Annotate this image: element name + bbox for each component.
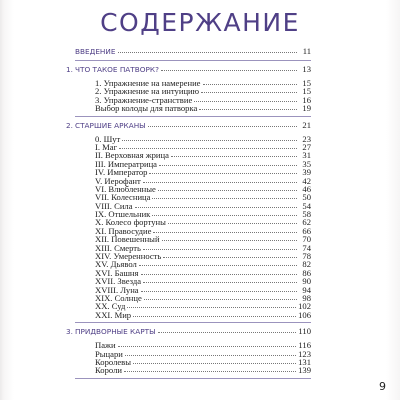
toc-entry-label: IX. Отшельник	[95, 209, 151, 220]
dot-leader	[119, 143, 297, 149]
toc-entry-page: 70	[302, 234, 311, 245]
toc-entry-label: II. Верховная жрица	[95, 150, 169, 161]
toc-entry-page: 46	[302, 183, 311, 194]
dot-leader	[124, 366, 296, 372]
toc-entry-label: V. Иерофант	[95, 175, 141, 186]
toc-entry-label: XVIII. Луна	[95, 284, 139, 295]
dot-leader	[163, 252, 297, 258]
toc-sections	[66, 64, 311, 379]
toc-section-page: 13	[302, 64, 311, 74]
section-divider	[75, 378, 311, 379]
toc-entry-label: VII. Колесница	[95, 192, 151, 203]
dot-leader	[143, 244, 297, 250]
dot-leader	[158, 185, 297, 191]
toc-entry-page: 42	[302, 175, 311, 186]
toc-section-heading	[66, 119, 311, 131]
dot-leader	[148, 121, 297, 127]
toc-entry-page: 106	[298, 309, 311, 320]
toc-section-number: 3.	[66, 327, 73, 337]
dot-leader	[122, 135, 297, 141]
toc-entry-label: VIII. Сила	[95, 200, 133, 211]
toc-entry-page: 50	[302, 192, 311, 203]
toc-entry-page: 131	[298, 356, 311, 367]
toc-entry-page: 102	[298, 301, 311, 312]
dot-leader	[135, 202, 297, 208]
toc-entry-page: 123	[298, 348, 311, 359]
dot-leader	[125, 350, 296, 356]
dot-leader	[141, 286, 297, 292]
toc-entry-page: 66	[302, 225, 311, 236]
toc-section-label: СТАРШИЕ АРКАНЫ	[75, 120, 146, 130]
dot-leader	[118, 47, 298, 53]
toc-intro	[75, 46, 311, 57]
toc-entry-label: XIV. Умеренность	[95, 251, 162, 262]
toc-entry-page: 62	[302, 217, 311, 228]
toc-entry-label: Короли	[95, 365, 122, 376]
toc-entry-page: 116	[298, 340, 311, 351]
toc-section-heading	[66, 64, 311, 75]
dot-leader	[143, 277, 297, 283]
dot-leader	[153, 227, 297, 233]
dot-leader	[171, 151, 297, 157]
dot-leader	[158, 327, 297, 333]
toc-entry-label: 3. Упражнение-странствие	[95, 94, 193, 105]
toc-entry-label: Пажи	[95, 340, 116, 351]
toc-section-label: ПРИДВОРНЫЕ КАРТЫ	[75, 327, 156, 337]
table-of-contents	[66, 46, 311, 382]
toc-entry-label: III. Императрица	[95, 158, 157, 169]
toc-entry-label: 1. Упражнение на намерение	[95, 78, 201, 88]
toc-entry-page: 31	[302, 150, 311, 161]
toc-entry-page: 15	[302, 78, 311, 88]
toc-entry-page: 139	[298, 365, 311, 376]
toc-entry-page: 35	[302, 158, 311, 169]
toc-entry-page: 86	[302, 267, 311, 278]
page-number: 9	[379, 380, 386, 393]
toc-entry-label: X. Колесо фортуны	[95, 217, 166, 228]
toc-entry-label: XVI. Башня	[95, 267, 139, 278]
toc-entry-label: XIII. Смерть	[95, 242, 141, 253]
toc-entry-page: 58	[302, 209, 311, 220]
section-divider	[75, 116, 311, 117]
toc-entry-page: 78	[302, 251, 311, 262]
toc-entry-label: XIX. Солнце	[95, 292, 142, 303]
toc-entry-label: VI. Влюбленные	[95, 183, 156, 194]
dot-leader	[199, 104, 297, 110]
toc-section-heading	[66, 326, 311, 337]
dot-leader	[162, 235, 297, 241]
toc-entry-label: Рыцари	[95, 348, 123, 359]
toc-entry-label: XV. Дьявол	[95, 259, 137, 270]
toc-section-number: 1.	[66, 65, 73, 74]
toc-entry-page: 90	[302, 276, 311, 287]
toc-entry-label: IV. Император	[95, 167, 148, 178]
dot-leader	[161, 65, 297, 71]
dot-leader	[143, 177, 297, 183]
toc-entry-label: I. Маг	[95, 141, 118, 152]
toc-entry-page: 27	[302, 141, 311, 152]
toc-entry-label: 0. Шут	[95, 133, 121, 144]
dot-leader	[152, 210, 297, 216]
toc-entry-label: 2. Упражнение на интуицию	[95, 86, 200, 97]
dot-leader	[133, 358, 296, 364]
toc-entry-page: 19	[302, 103, 311, 114]
toc-entry-page: 54	[302, 200, 311, 211]
toc-entry-label: XII. Повешенный	[95, 234, 160, 245]
toc-entry-page: 82	[302, 259, 311, 270]
dot-leader	[144, 294, 297, 300]
toc-entry-label: XX. Суд	[95, 301, 126, 312]
toc-entry-page: 39	[302, 167, 311, 178]
toc-entry	[75, 366, 311, 374]
toc-entry-label: XI. Правосудие	[95, 225, 152, 236]
section-divider	[75, 322, 311, 323]
toc-entry	[75, 104, 311, 112]
toc-entry-page: 23	[302, 133, 311, 144]
dot-leader	[149, 168, 297, 174]
dot-leader	[139, 260, 297, 266]
dot-leader	[203, 79, 298, 85]
toc-entry-label: Выбор колоды для патворка	[95, 103, 198, 114]
dot-leader	[141, 269, 298, 275]
toc-section-label: ЧТО ТАКОЕ ПАТВОРК?	[75, 65, 159, 74]
page-title: СОДЕРЖАНИЕ	[100, 8, 300, 37]
toc-entry-page: 98	[302, 292, 311, 303]
toc-section-page: 21	[302, 119, 311, 130]
dot-leader	[201, 87, 297, 93]
dot-leader	[159, 160, 297, 166]
toc-entry-page: 94	[302, 284, 311, 295]
dot-leader	[168, 218, 297, 224]
toc-entry-page: 16	[302, 94, 311, 105]
toc-entry-label: Королевы	[95, 356, 132, 367]
toc-section-page: 110	[298, 326, 311, 337]
dot-leader	[152, 193, 297, 199]
dot-leader	[118, 341, 297, 347]
dot-leader	[194, 96, 297, 102]
toc-section-number: 2.	[66, 120, 73, 130]
toc-entry-label: XVII. Звезда	[95, 276, 142, 287]
dot-leader	[133, 311, 296, 317]
toc-entry-label: XXI. Мир	[95, 309, 132, 320]
toc-entry-page: 74	[302, 242, 311, 253]
toc-entry	[75, 311, 311, 319]
dot-leader	[127, 302, 296, 308]
toc-intro-page: 11	[302, 46, 311, 56]
toc-entry-page: 15	[302, 86, 311, 97]
section-divider	[75, 60, 311, 61]
toc-intro-label: ВВЕДЕНИЕ	[75, 47, 116, 56]
